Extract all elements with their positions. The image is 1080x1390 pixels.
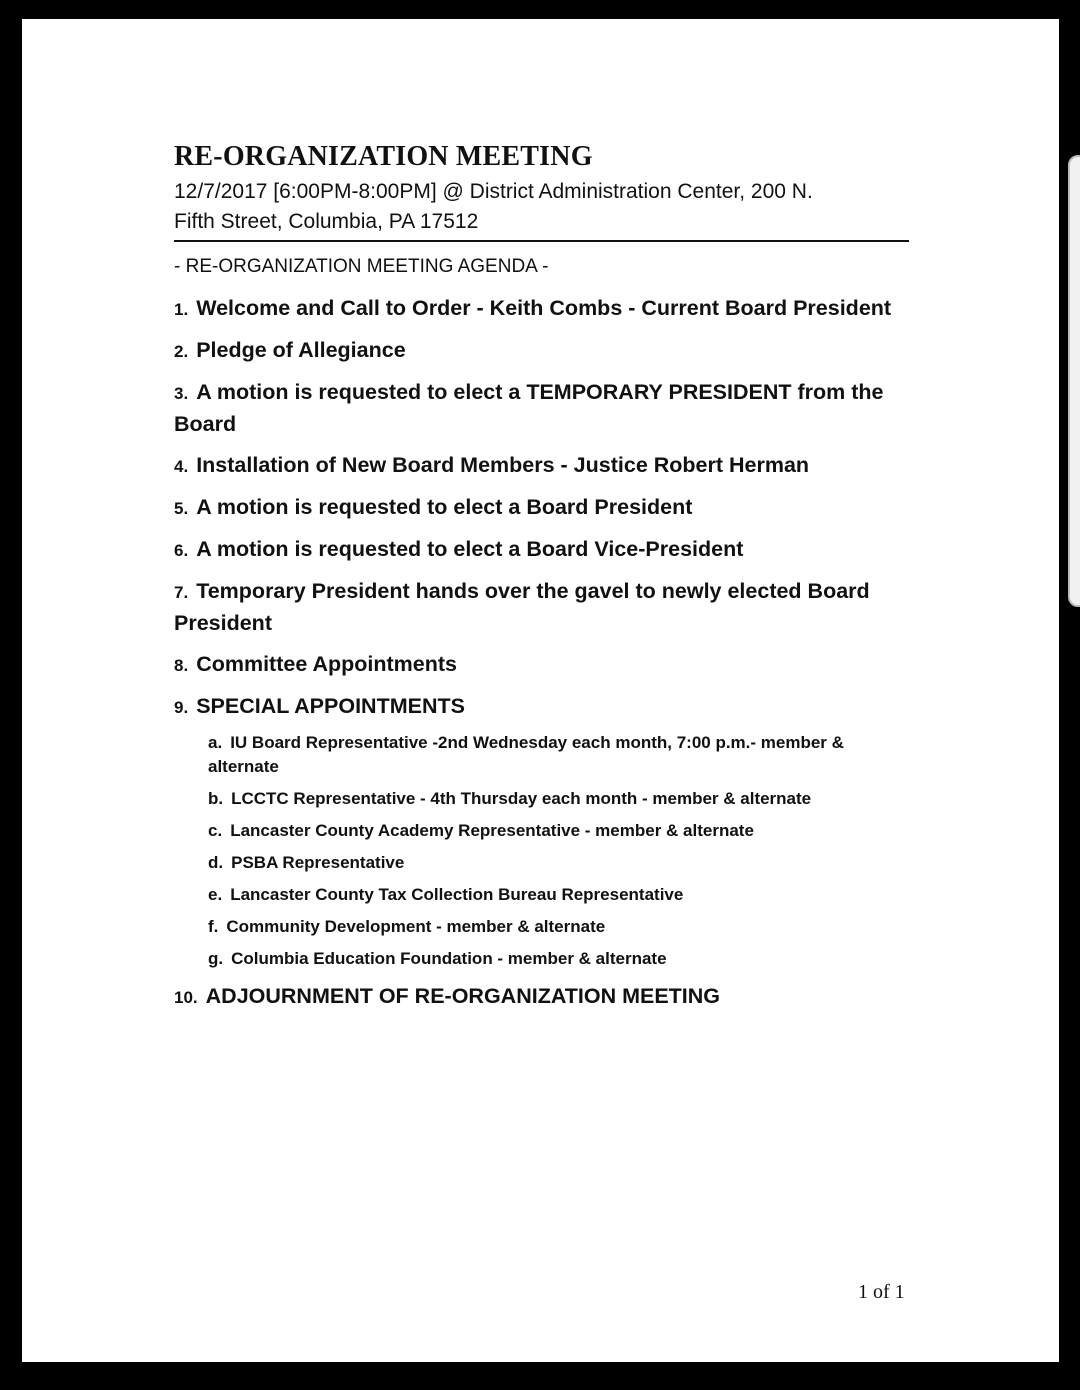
agenda-item-number: 10.	[174, 988, 198, 1007]
special-appointment-letter: d.	[208, 853, 224, 872]
special-appointment-item	[208, 883, 909, 907]
agenda-item-number: 9.	[174, 698, 189, 717]
agenda-item-text: Committee Appointments	[196, 652, 457, 676]
special-appointment-item	[208, 819, 909, 843]
agenda-item	[174, 492, 909, 524]
meeting-date-time-location: 12/7/2017 [6:00PM-8:00PM] @ District Administration Center, 200 N.	[174, 180, 813, 203]
agenda-item-number: 8.	[174, 656, 189, 675]
special-appointment-letter: c.	[208, 821, 223, 840]
agenda-item-text: A motion is requested to elect a Board Vice-President	[196, 537, 744, 561]
agenda-item-number: 5.	[174, 499, 189, 518]
agenda-heading: - RE-ORGANIZATION MEETING AGENDA -	[174, 256, 549, 277]
document-page	[22, 19, 1059, 1362]
special-appointment-item	[208, 787, 909, 811]
special-appointment-text: LCCTC Representative - 4th Thursday each month - member & alternate	[231, 789, 812, 808]
special-appointment-item	[208, 947, 909, 971]
agenda-item	[174, 981, 909, 1013]
special-appointment-text: PSBA Representative	[231, 853, 405, 872]
special-appointment-text: Lancaster County Academy Representative - member & alternate	[230, 821, 754, 840]
agenda-item	[174, 293, 909, 325]
agenda-item-text: Installation of New Board Members - Justice Robert Herman	[196, 453, 810, 477]
agenda-item-number: 2.	[174, 342, 189, 361]
special-appointment-item	[208, 851, 909, 875]
agenda-item-number: 4.	[174, 457, 189, 476]
agenda-item-number: 1.	[174, 300, 189, 319]
agenda-item	[174, 377, 909, 440]
agenda-item	[174, 450, 909, 482]
agenda-item-number: 7.	[174, 583, 189, 602]
special-appointment-text: IU Board Representative -2nd Wednesday each month, 7:00 p.m.- member & alternate	[208, 733, 844, 776]
agenda-item-number: 6.	[174, 541, 189, 560]
page-number: 1 of 1	[858, 1281, 905, 1303]
agenda-item	[174, 576, 909, 639]
special-appointment-text: Columbia Education Foundation - member & alternate	[231, 949, 667, 968]
meeting-address: Fifth Street, Columbia, PA 17512	[174, 210, 479, 233]
agenda-item-text: SPECIAL APPOINTMENTS	[196, 694, 465, 718]
agenda-item	[174, 335, 909, 367]
agenda-item-text: A motion is requested to elect a Board President	[196, 495, 693, 519]
special-appointments-list	[208, 731, 909, 971]
agenda-item-text: Temporary President hands over the gavel to newly elected Board President	[174, 579, 870, 635]
agenda-item-text: Pledge of Allegiance	[196, 338, 406, 362]
special-appointment-item	[208, 731, 909, 779]
agenda-item	[174, 649, 909, 681]
agenda-item-text: A motion is requested to elect a TEMPORARY PRESIDENT from the Board	[174, 380, 884, 436]
special-appointment-letter: b.	[208, 789, 224, 808]
agenda-item-text: ADJOURNMENT OF RE-ORGANIZATION MEETING	[205, 984, 721, 1008]
special-appointment-letter: g.	[208, 949, 224, 968]
special-appointment-letter: e.	[208, 885, 223, 904]
scroll-handle[interactable]	[1068, 155, 1080, 607]
agenda-item	[174, 691, 909, 723]
agenda-item	[174, 534, 909, 566]
special-appointment-letter: a.	[208, 733, 223, 752]
special-appointment-text: Lancaster County Tax Collection Bureau Representative	[230, 885, 684, 904]
special-appointment-text: Community Development - member & alternate	[226, 917, 606, 936]
meeting-details	[174, 177, 909, 242]
special-appointment-letter: f.	[208, 917, 219, 936]
agenda-content	[174, 137, 909, 1013]
meeting-title: RE-ORGANIZATION MEETING	[174, 141, 593, 172]
agenda-item-number: 3.	[174, 384, 189, 403]
special-appointment-item	[208, 915, 909, 939]
agenda-item-text: Welcome and Call to Order - Keith Combs - Current Board President	[196, 296, 892, 320]
